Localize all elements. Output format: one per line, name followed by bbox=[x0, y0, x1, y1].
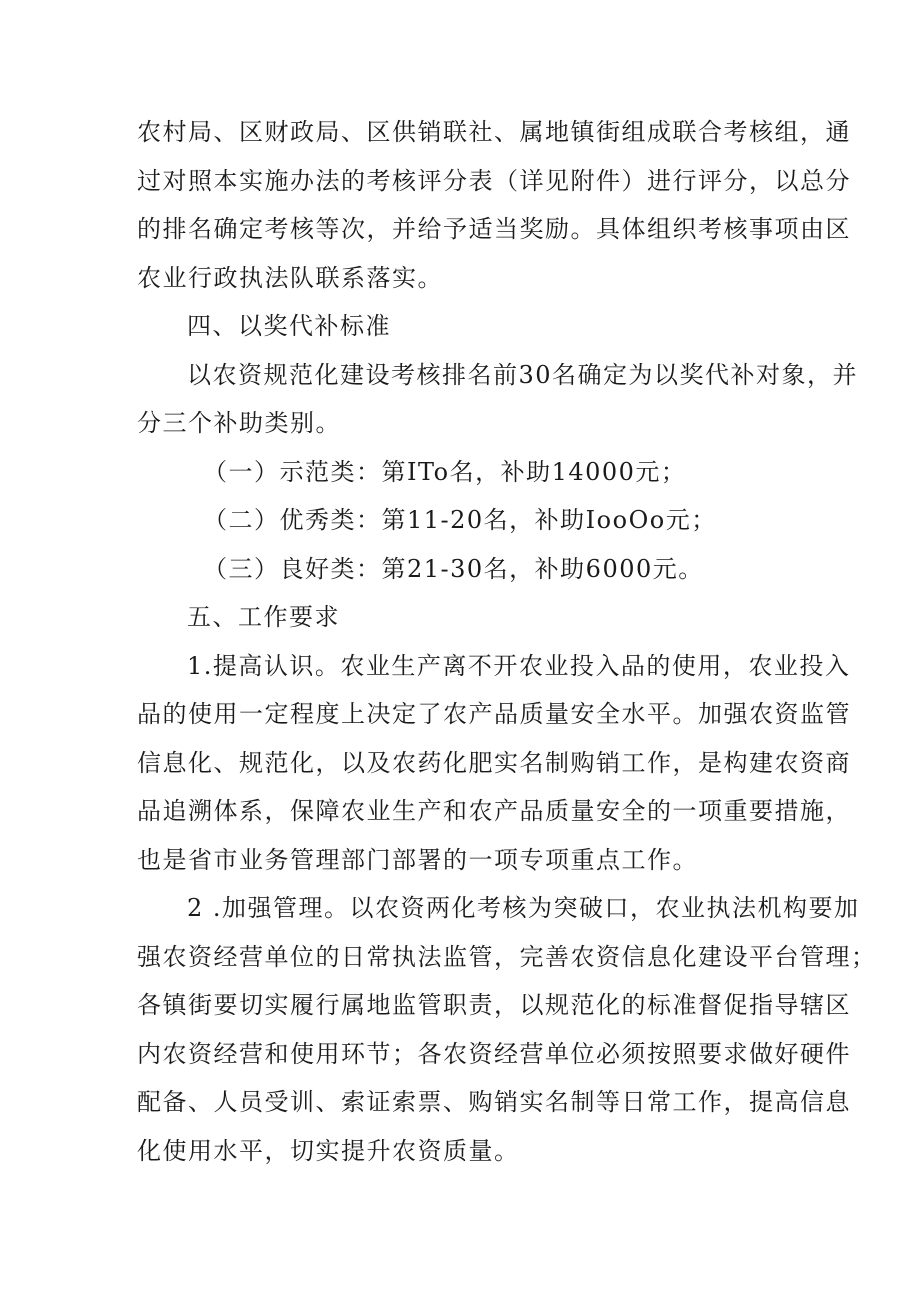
paragraph-line: 各镇街要切实履行属地监管职责，以规范化的标准督促指导辖区 bbox=[137, 991, 851, 1019]
paragraph-line: 内农资经营和使用环节；各农资经营单位必须按照要求做好硬件 bbox=[137, 1039, 851, 1068]
paragraph-line: 品的使用一定程度上决定了农产品质量安全水平。加强农资监管 bbox=[137, 700, 851, 728]
paragraph-line: 的排名确定考核等次，并给予适当奖励。具体组织考核事项由区 bbox=[137, 215, 851, 243]
document-body bbox=[137, 112, 877, 1179]
paragraph-line: 农村局、区财政局、区供销联社、属地镇街组成联合考核组，通 bbox=[137, 118, 851, 146]
paragraph-line: 分三个补助类别。 bbox=[137, 409, 341, 437]
paragraph-line: 农业行政执法队联系落实。 bbox=[137, 263, 443, 292]
paragraph-line: 2 .加强管理。以农资两化考核为突破口，农业执法机构要加 bbox=[187, 894, 860, 922]
paragraph-line: 配备、人员受训、索证索票、购销实名制等日常工作，提高信息 bbox=[137, 1088, 851, 1116]
paragraph-line: 品追溯体系，保障农业生产和农产品质量安全的一项重要措施， bbox=[137, 797, 851, 825]
paragraph-line: 过对照本实施办法的考核评分表（详见附件）进行评分，以总分 bbox=[137, 166, 851, 195]
section-heading: 五、工作要求 bbox=[187, 603, 340, 631]
paragraph-line: 1.提高认识。农业生产离不开农业投入品的使用，农业投入 bbox=[187, 651, 851, 680]
paragraph-line: 以农资规范化建设考核排名前30名确定为以奖代补对象，并 bbox=[187, 360, 859, 389]
paragraph-line: 强农资经营单位的日常执法监管，完善农资信息化建设平台管理； bbox=[137, 942, 877, 971]
section-heading: 四、以奖代补标准 bbox=[187, 312, 391, 340]
list-item: （一）示范类：第ITo名，补助14000元； bbox=[203, 457, 687, 486]
list-item: （三）良好类：第21-30名，补助6000元。 bbox=[203, 554, 704, 583]
paragraph-line: 也是省市业务管理部门部署的一项专项重点工作。 bbox=[137, 845, 698, 874]
list-item: （二）优秀类：第11-20名，补助IooOo元； bbox=[203, 506, 717, 534]
paragraph-line: 信息化、规范化，以及农药化肥实名制购销工作，是构建农资商 bbox=[137, 748, 851, 777]
paragraph-line: 化使用水平，切实提升农资质量。 bbox=[137, 1136, 520, 1165]
